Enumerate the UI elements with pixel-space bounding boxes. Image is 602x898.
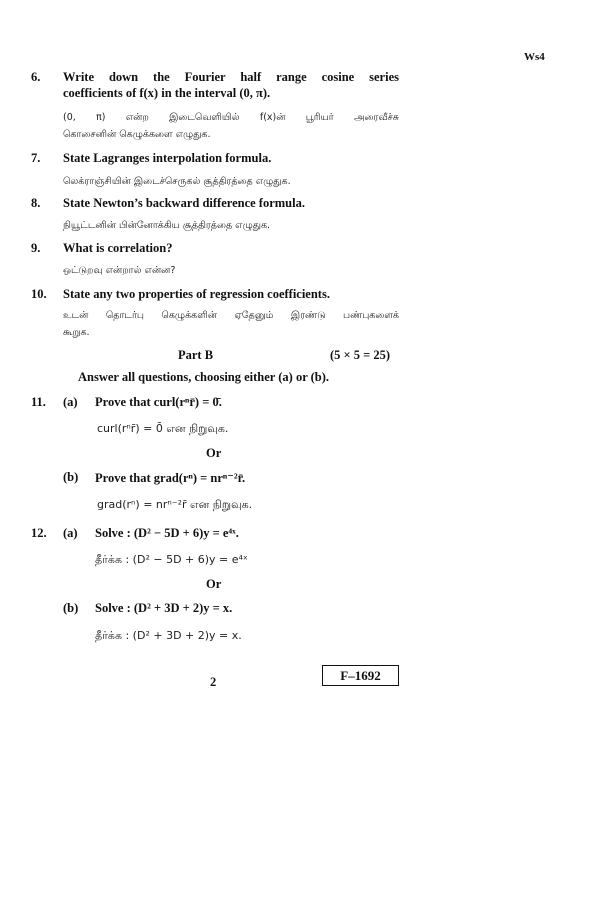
question-6-number: 6.	[31, 70, 41, 84]
page-code: Ws4	[524, 51, 545, 63]
paper-code-box: F–1692	[322, 665, 399, 686]
question-7-text: State Lagranges interpolation formula.	[63, 151, 272, 165]
question-12b-text: Solve : (D² + 3D + 2)y = x.	[95, 601, 233, 615]
question-10-number: 10.	[31, 287, 47, 301]
question-6-tamil-line1: (0, π) என்ற இடைவெளியில் f(x)ன் பூரியர் அரைவீச்சு	[63, 112, 399, 123]
part-b-marks: (5 × 5 = 25)	[330, 348, 391, 362]
question-12b-label: (b)	[63, 601, 79, 615]
question-12b-tamil: தீர்க்க : (D² + 3D + 2)y = x.	[95, 629, 242, 642]
question-11-or: Or	[206, 446, 222, 460]
question-12a-label: (a)	[63, 526, 78, 540]
question-12-number: 12.	[31, 526, 47, 540]
question-7-tamil: லெக்ராஞ்சியின் இடைச்செருகல் சூத்திரத்தை எழுதுக.	[63, 176, 291, 187]
question-11b-text: Prove that grad(rⁿ) = nrⁿ⁻²r̄.	[95, 471, 246, 485]
question-9-tamil: ஒட்டுறவு என்றால் என்ன?	[63, 265, 176, 276]
part-b-instruction: Answer all questions, choosing either (a) or (b).	[78, 370, 330, 384]
question-8-number: 8.	[31, 196, 41, 210]
question-10-tamil-line2: கூறுக.	[63, 327, 90, 338]
question-10-text: State any two properties of regression coefficients.	[63, 287, 330, 301]
question-6-tamil-line2: கொசைனின் கெழுக்களை எழுதுக.	[63, 129, 211, 140]
question-12a-tamil: தீர்க்க : (D² − 5D + 6)y = e⁴ˣ	[95, 553, 248, 566]
question-12a-text: Solve : (D² − 5D + 6)y = e⁴ˣ.	[95, 526, 239, 540]
question-11-number: 11.	[31, 395, 46, 409]
question-9-number: 9.	[31, 241, 41, 255]
question-6-text-line1: Write down the Fourier half range cosine series	[63, 70, 399, 84]
question-10-tamil-line1: உடன் தொடர்பு கெழுக்களின் ஏதேனும் இரண்டு பண்புகளைக்	[63, 310, 399, 321]
question-12-or: Or	[206, 577, 222, 591]
question-11a-tamil: curl(rⁿr̄) = 0̄ என நிறுவுக.	[97, 422, 229, 435]
question-6-text-line2: coefficients of f(x) in the interval (0, π).	[63, 86, 271, 100]
part-b-title: Part B	[178, 348, 214, 362]
question-11a-text: Prove that curl(rⁿr̄) = 0̄.	[95, 395, 222, 409]
question-8-tamil: நியூட்டனின் பின்னோக்கிய சூத்திரத்தை எழுதுக.	[63, 220, 271, 231]
question-7-number: 7.	[31, 151, 41, 165]
page-number: 2	[210, 675, 217, 689]
question-11a-label: (a)	[63, 395, 78, 409]
question-11b-label: (b)	[63, 470, 79, 484]
question-11b-tamil: grad(rⁿ) = nrⁿ⁻²r̄ என நிறுவுக.	[97, 498, 253, 511]
question-9-text: What is correlation?	[63, 241, 173, 255]
question-8-text: State Newton’s backward difference formula.	[63, 196, 305, 210]
